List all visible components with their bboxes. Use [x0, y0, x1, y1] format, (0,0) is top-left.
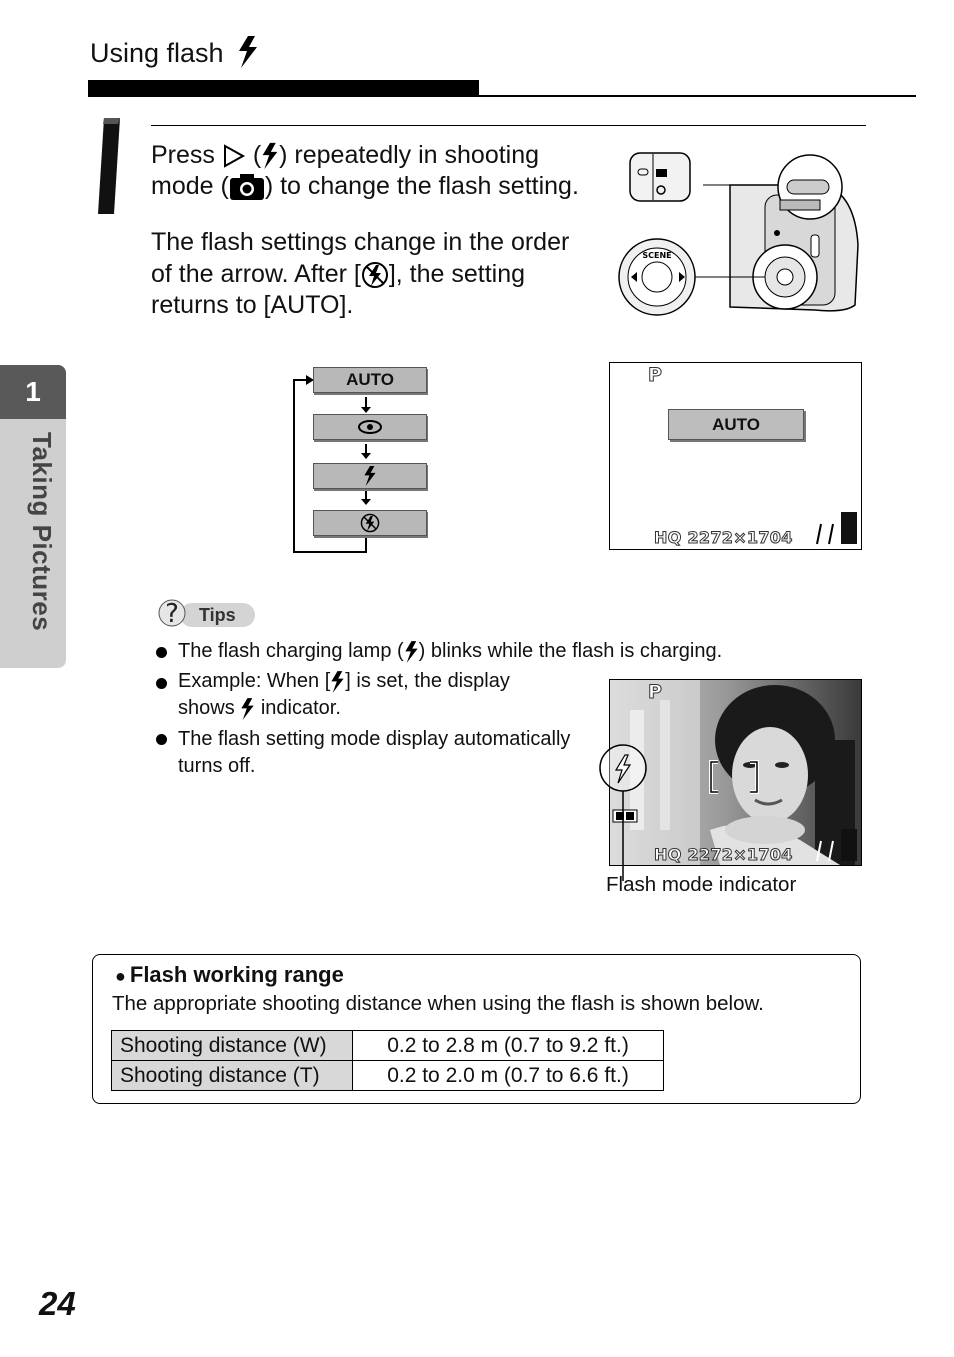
flash-mode-indicator-caption: Flash mode indicator — [606, 873, 797, 896]
af-target-mark — [708, 760, 760, 799]
bullet — [156, 734, 167, 745]
flash-icon — [330, 671, 345, 693]
right-arrow-button-icon — [222, 144, 246, 168]
camera-illustration — [615, 145, 865, 325]
bullet — [156, 678, 167, 689]
tip-3: The flash setting mode display automatically turns off. — [178, 728, 571, 777]
flash-range-table — [111, 1030, 664, 1091]
table-row — [112, 1061, 664, 1091]
flash-range-text: The appropriate shooting distance when using the flash is shown below. — [112, 992, 764, 1015]
step-instruction: Press ( ) repeatedly in shooting mode ( ) to change the flash setting. — [151, 141, 579, 200]
flash-off-icon — [360, 513, 380, 533]
row-value: 0.2 to 2.0 m (0.7 to 6.6 ft.) — [353, 1061, 664, 1091]
step-number-1 — [96, 118, 126, 223]
svg-text:SCENE: SCENE — [642, 251, 672, 260]
question-icon — [157, 597, 187, 634]
shooting-mode-indicator: P — [648, 364, 663, 386]
flash-icon — [240, 698, 255, 720]
flash-mode-off — [313, 510, 427, 536]
page-number: 24 — [39, 1285, 76, 1322]
flash-mode-fill — [313, 463, 427, 489]
flash-range-title: ● Flash working range — [115, 962, 344, 987]
tip-1: The flash charging lamp ( ) blinks while the flash is charging. — [178, 640, 723, 662]
red-eye-icon — [357, 419, 383, 435]
photo-mode-indicator: P — [648, 681, 663, 703]
chapter-number: 1 — [0, 365, 66, 419]
flash-off-icon — [361, 261, 389, 289]
photo-battery-indicator — [815, 829, 859, 868]
flash-icon — [237, 36, 259, 68]
chapter-label: Taking Pictures — [27, 432, 57, 632]
page-title — [90, 38, 259, 69]
flash-icon — [261, 142, 279, 170]
flash-mode-redeye — [313, 414, 427, 440]
row-value: 0.2 to 2.8 m (0.7 to 9.2 ft.) — [353, 1031, 664, 1061]
photo-quality-indicator: HQ 2272×1704 — [654, 845, 793, 864]
header-rule — [479, 95, 916, 97]
row-label: Shooting distance (W) — [112, 1031, 353, 1061]
row-label: Shooting distance (T) — [112, 1061, 353, 1091]
flash-icon — [363, 466, 377, 486]
bullet — [156, 647, 167, 658]
title-text: Using flash — [90, 38, 224, 68]
step-description: The flash settings change in the order of the arrow. After [ ], the setting returns to [AUTO]. — [151, 228, 570, 319]
image-quality-indicator: HQ 2272×1704 — [654, 528, 793, 547]
camera-mode-icon — [229, 173, 265, 201]
battery-indicator — [815, 512, 859, 551]
step-divider — [151, 125, 866, 126]
tips-badge: Tips — [180, 603, 255, 627]
svg-text:?: ? — [165, 599, 179, 629]
table-row — [112, 1031, 664, 1061]
flash-mode-indicator-callout — [598, 743, 650, 888]
flash-mode-auto: AUTO — [313, 367, 427, 393]
flash-setting-display: AUTO — [668, 409, 804, 440]
flash-icon — [404, 641, 419, 663]
header-bar — [88, 80, 479, 97]
tip-2: Example: When [ ] is set, the display shows indicator. — [178, 670, 510, 719]
